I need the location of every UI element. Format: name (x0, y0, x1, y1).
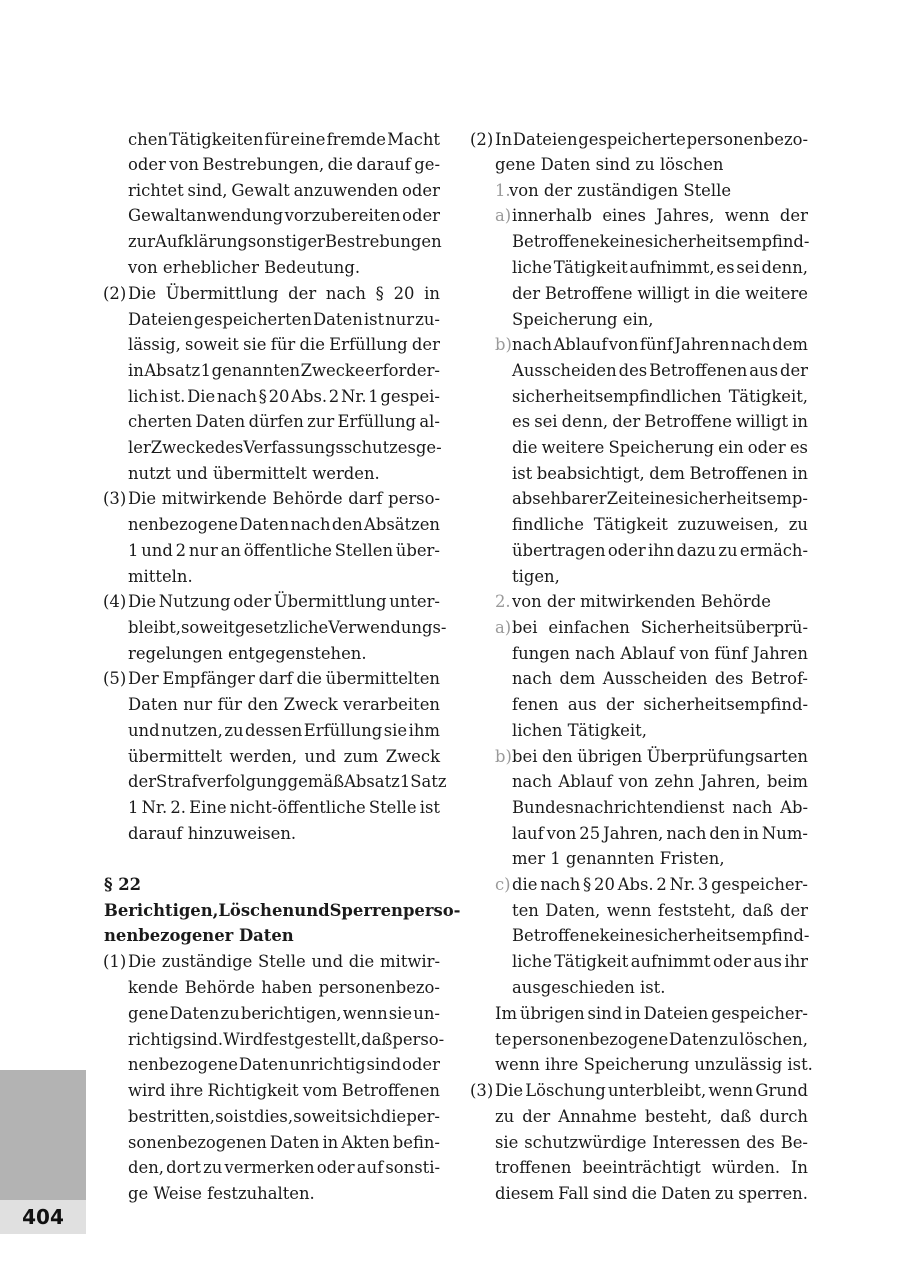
right-line: fenen aus der sicherheitsempfind- (512, 695, 808, 714)
left-line: Gewaltanwendung vorzubereiten oder (128, 206, 440, 225)
list-marker: (1) (103, 952, 127, 971)
left-line: sonenbezogenen Daten in Akten befin- (128, 1133, 440, 1152)
right-line: es sei denn, der Betroffene willigt in (512, 412, 808, 431)
left-line: ge Weise festzuhalten. (128, 1184, 315, 1203)
left-line: Die zuständige Stelle und die mitwir- (128, 952, 440, 971)
right-line: Ausscheiden des Betroffenen aus der (512, 361, 808, 380)
right-line: tigen, (512, 567, 560, 586)
left-line: Berichtigen, Löschen und Sperren perso- (104, 901, 461, 920)
list-marker: (4) (103, 592, 127, 611)
right-line: übertragen oder ihn dazu zu ermäch- (512, 541, 808, 560)
right-line: nach Ablauf von zehn Jahren, beim (512, 772, 808, 791)
left-line: § 22 (104, 875, 142, 894)
left-line: regelungen entgegenstehen. (128, 644, 367, 663)
left-line: Die Übermittlung der nach § 20 in (128, 284, 440, 303)
left-line: Daten nur für den Zweck verarbeiten (128, 695, 440, 714)
list-marker: (5) (103, 669, 127, 688)
right-line: ten Daten, wenn feststeht, daß der (512, 901, 808, 920)
left-line: richtig sind. Wird festgestellt, daß perso- (128, 1030, 445, 1049)
left-line: und nutzen, zu dessen Erfüllung sie ihm (128, 721, 440, 740)
list-marker: b) (495, 747, 512, 766)
left-line: ler Zwecke des Verfassungsschutzes ge- (128, 438, 442, 457)
right-line: Speicherung ein, (512, 310, 654, 329)
left-line: nenbezogene Daten nach den Absätzen (128, 515, 440, 534)
right-line: sicherheitsempfindlichen Tätigkeit, (512, 387, 808, 406)
right-line: der Betroffene willigt in die weitere (512, 284, 808, 303)
left-line: Der Empfänger darf die übermittelten (128, 669, 440, 688)
list-marker: (2) (103, 284, 127, 303)
right-line: Die Löschung unterbleibt, wenn Grund (495, 1081, 808, 1100)
chapter-tab (0, 1070, 86, 1200)
right-line: liche Tätigkeit aufnimmt, es sei denn, (512, 258, 808, 277)
left-line: übermittelt werden, und zum Zweck (128, 747, 440, 766)
left-line: Die Nutzung oder Übermittlung unter- (128, 592, 440, 611)
list-marker: a) (495, 206, 512, 225)
left-line: 1 Nr. 2. Eine nicht-öffentliche Stelle ist (128, 798, 440, 817)
right-line: nach Ablauf von fünf Jahren nach dem (512, 335, 808, 354)
left-line: wird ihre Richtigkeit vom Betroffenen (128, 1081, 440, 1100)
right-line: diesem Fall sind die Daten zu sperren. (495, 1184, 808, 1203)
right-line: wenn ihre Speicherung unzulässig ist. (495, 1055, 813, 1074)
left-line: 1 und 2 nur an öffentliche Stellen über- (128, 541, 440, 560)
right-line: te personenbezogene Daten zu löschen, (495, 1030, 808, 1049)
right-line: ausgeschieden ist. (512, 978, 666, 997)
right-line: ist beabsichtigt, dem Betroffenen in (512, 464, 808, 483)
left-line: Dateien gespeicherten Daten ist nur zu- (128, 310, 440, 329)
right-line: lichen Tätigkeit, (512, 721, 647, 740)
left-line: cherten Daten dürfen zur Erfüllung al- (128, 412, 440, 431)
right-line: zu der Annahme besteht, daß durch (495, 1107, 808, 1126)
list-marker: (3) (470, 1081, 494, 1100)
left-line: Die mitwirkende Behörde darf perso- (128, 489, 440, 508)
list-marker: 1. (495, 181, 511, 200)
left-line: nutzt und übermittelt werden. (128, 464, 380, 483)
left-line: nenbezogener Daten (104, 926, 294, 945)
right-line: Im übrigen sind in Dateien gespeicher- (495, 1004, 808, 1023)
right-line: findliche Tätigkeit zuzuweisen, zu (512, 515, 808, 534)
list-marker: (3) (103, 489, 127, 508)
right-line: absehbarer Zeit eine sicherheitsemp- (512, 489, 808, 508)
list-marker: 2. (495, 592, 511, 611)
left-line: lässig, soweit sie für die Erfüllung der (128, 335, 440, 354)
right-line: innerhalb eines Jahres, wenn der (512, 206, 808, 225)
right-line: In Dateien gespeicherte personenbezo- (495, 130, 808, 149)
page-number: 404 (0, 1200, 86, 1234)
left-line: chen Tätigkeiten für eine fremde Macht (128, 130, 440, 149)
left-line: darauf hinzuweisen. (128, 824, 297, 843)
right-line: Betroffene keine sicherheitsempfind- (512, 232, 810, 251)
right-line: sie schutzwürdige Interessen des Be- (495, 1133, 808, 1152)
right-line: liche Tätigkeit aufnimmt oder aus ihr (512, 952, 808, 971)
right-line: fungen nach Ablauf von fünf Jahren (512, 644, 808, 663)
right-line: bei den übrigen Überprüfungsarten (512, 747, 808, 766)
list-marker: c) (495, 875, 511, 894)
list-marker: a) (495, 618, 512, 637)
right-line: nach dem Ausscheiden des Betrof- (512, 669, 808, 688)
list-marker: (2) (470, 130, 494, 149)
right-line: die nach § 20 Abs. 2 Nr. 3 gespeicher- (512, 875, 808, 894)
left-line: mitteln. (128, 567, 193, 586)
left-line: von erheblicher Bedeutung. (128, 258, 361, 277)
left-line: kende Behörde haben personenbezo- (128, 978, 440, 997)
right-line: lauf von 25 Jahren, nach den in Num- (512, 824, 808, 843)
left-line: den, dort zu vermerken oder auf sonsti- (128, 1158, 440, 1177)
left-line: nenbezogene Daten unrichtig sind oder (128, 1055, 440, 1074)
right-line: troffenen beeinträchtigt würden. In (495, 1158, 808, 1177)
right-line: mer 1 genannten Fristen, (512, 849, 725, 868)
left-line: bestritten, so ist dies, soweit sich die per- (128, 1107, 440, 1126)
left-line: der Strafverfolgung gemäß Absatz 1 Satz (128, 772, 447, 791)
right-line: Bundesnachrichtendienst nach Ab- (512, 798, 808, 817)
left-line: bleibt, soweit gesetzliche Verwendungs- (128, 618, 447, 637)
left-line: gene Daten zu berichtigen, wenn sie un- (128, 1004, 440, 1023)
right-line: bei einfachen Sicherheitsüberprü- (512, 618, 808, 637)
right-line: von der mitwirkenden Behörde (512, 592, 771, 611)
left-line: richtet sind, Gewalt anzuwenden oder (128, 181, 440, 200)
right-line: Betroffene keine sicherheitsempfind- (512, 926, 810, 945)
list-marker: b) (495, 335, 512, 354)
right-line: von der zuständigen Stelle (509, 181, 732, 200)
right-line: gene Daten sind zu löschen (495, 155, 724, 174)
left-line: oder von Bestrebungen, die darauf ge- (128, 155, 440, 174)
left-line: lich ist. Die nach § 20 Abs. 2 Nr. 1 gespei- (128, 387, 440, 406)
left-line: zur Aufklärung sonstiger Bestrebungen (128, 232, 442, 251)
left-line: in Absatz 1 genannten Zwecke erforder- (128, 361, 440, 380)
right-line: die weitere Speicherung ein oder es (512, 438, 808, 457)
